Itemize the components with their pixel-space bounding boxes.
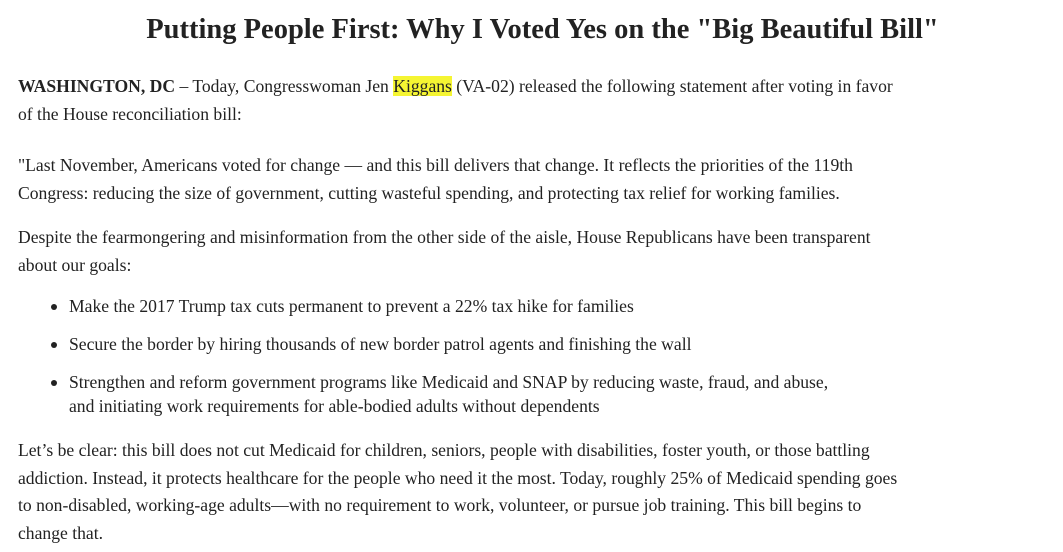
goals-line-2: about our goals: xyxy=(18,254,132,275)
list-item-text: Strengthen and reform government programs like Medicaid and SNAP by reducing waste, fraud, and abuse, and initiating work requirements for able-bodied adults without dependents xyxy=(69,372,829,416)
bullet-icon xyxy=(51,380,57,386)
list-item-text: Make the 2017 Trump tax cuts permanent to prevent a 22% tax hike for families xyxy=(69,296,634,316)
intro-lead-a: – Today, Congresswoman Jen xyxy=(175,76,394,96)
goals-intro-paragraph xyxy=(18,224,871,279)
medicaid-line-1: Let’s be clear: this bill does not cut Medicaid for children, seniors, people with disabilities, foster youth, or those battling xyxy=(18,440,870,460)
intro-paragraph xyxy=(18,73,893,128)
highlighted-name: Kiggans xyxy=(393,76,452,96)
bullet-icon xyxy=(51,342,57,348)
article-title: Putting People First: Why I Voted Yes on the "Big Beautiful Bill" xyxy=(146,14,939,45)
bullet-icon xyxy=(51,304,57,310)
quote-paragraph xyxy=(18,152,853,207)
medicaid-line-2: addiction. Instead, it protects healthcare for the people who need it the most. Today, roughly 25% of Medicaid spending goes xyxy=(18,467,898,488)
medicaid-line-3: to non-disabled, working-age adults—with no requirement to work, volunteer, or pursue job training. This bill begins to xyxy=(18,495,862,515)
quote-line-2: Congress: reducing the size of government, cutting wasteful spending, and protecting tax relief for working families. xyxy=(18,182,840,203)
medicaid-paragraph xyxy=(18,437,897,547)
list-item-text: Secure the border by hiring thousands of new border patrol agents and finishing the wall xyxy=(69,334,692,354)
dateline: WASHINGTON, DC xyxy=(18,76,176,96)
medicaid-line-4: change that. xyxy=(18,522,103,543)
intro-line-2: of the House reconciliation bill: xyxy=(18,103,242,124)
intro-lead-b: (VA-02) released the following statement after voting in favor xyxy=(451,76,893,96)
quote-line-1: "Last November, Americans voted for change — and this bill delivers that change. It reflects the priorities of the 119th xyxy=(18,155,853,175)
goals-line-1: Despite the fearmongering and misinformation from the other side of the aisle, House Republicans have been transparent xyxy=(18,227,871,247)
